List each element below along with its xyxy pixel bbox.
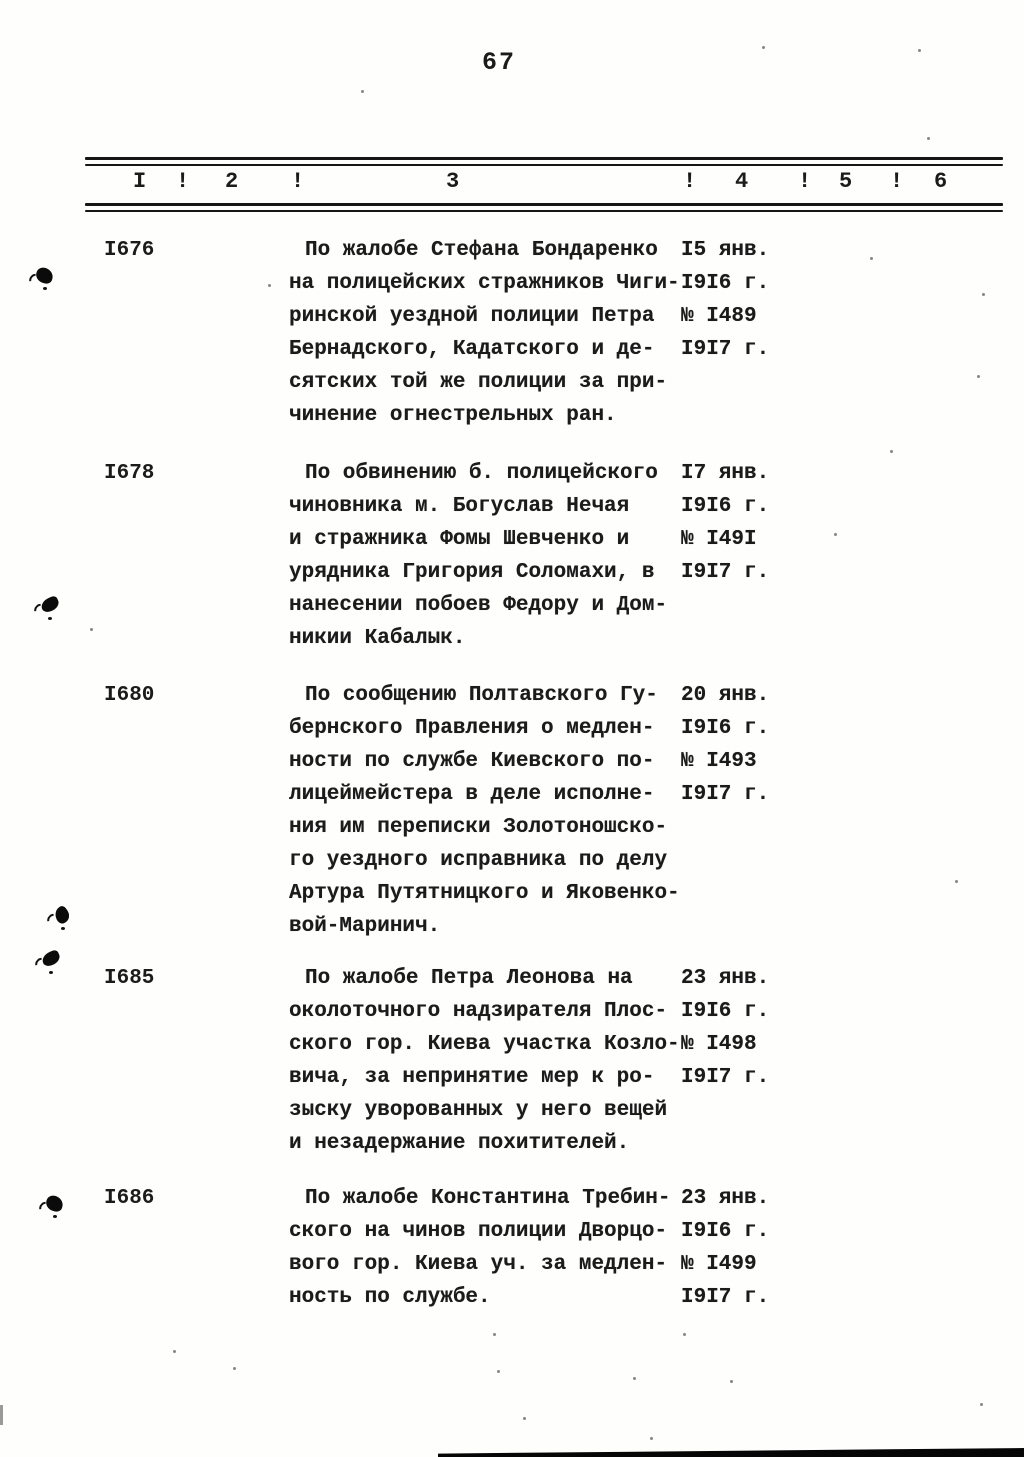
- scan-speck: [890, 450, 893, 453]
- scan-speck: [361, 90, 364, 93]
- scan-speck: [650, 1437, 653, 1440]
- ink-blot: [38, 1190, 72, 1224]
- entry-dates: 23 янв. I9I6 г. № I498 I9I7 г.: [681, 967, 770, 1089]
- scan-speck: [982, 293, 985, 296]
- scan-edge-bar: [438, 1448, 1024, 1457]
- entry-dates: 23 янв. I9I6 г. № I499 I9I7 г.: [681, 1187, 770, 1309]
- entry-description: По жалобе Стефана Бондаренко на полицейских стражников Чиги- ринской уездной полиции Петра Бернадского, Кадатского и де- сятских той же полиции за при- чинение огнестрельных ран.: [289, 239, 680, 427]
- entry-number: I676: [104, 239, 155, 262]
- scan-speck: [268, 284, 271, 287]
- entry-dates: 20 янв. I9I6 г. № I493 I9I7 г.: [681, 684, 770, 806]
- column-separator: !: [798, 169, 812, 194]
- entry-dates: I5 янв. I9I6 г. № I489 I9I7 г.: [681, 239, 770, 361]
- column-label-4: 4: [735, 169, 749, 194]
- column-label-1: I: [133, 169, 147, 194]
- scan-speck: [233, 1367, 236, 1370]
- entry-dates: I7 янв. I9I6 г. № I49I I9I7 г.: [681, 462, 770, 584]
- header-rule-bottom-inner: [85, 210, 1003, 212]
- entry-description: По жалобе Константина Требин- ского на чинов полиции Дворцо- вого гор. Киева уч. за медлен- ность по службе.: [289, 1187, 671, 1309]
- scan-speck: [730, 1380, 733, 1383]
- scan-speck: [633, 1377, 636, 1380]
- ink-blot: [46, 902, 80, 936]
- column-label-5: 5: [839, 169, 853, 194]
- scan-speck: [927, 137, 930, 140]
- column-separator: !: [176, 169, 190, 194]
- entry-number: I685: [104, 967, 155, 990]
- ink-blot: [28, 262, 62, 296]
- scan-speck: [762, 46, 765, 49]
- entry-number: I680: [104, 684, 155, 707]
- column-label-2: 2: [225, 169, 239, 194]
- scan-speck: [918, 49, 921, 52]
- header-rule-top-outer: [85, 157, 1003, 160]
- scan-edge-mark: [0, 1405, 3, 1425]
- entry-description: По жалобе Петра Леонова на околоточного надзирателя Плос- ского гор. Киева участка Козло- вича, за непринятие мер к ро- зыску уворованных у него вещей и незадержание похитителей.: [289, 967, 680, 1155]
- column-label-6: 6: [934, 169, 948, 194]
- scan-speck: [90, 628, 93, 631]
- entry-number: I678: [104, 462, 155, 485]
- scan-speck: [977, 375, 980, 378]
- scan-speck: [955, 880, 958, 883]
- scan-speck: [870, 257, 873, 260]
- scan-speck: [173, 1350, 176, 1353]
- ink-blot: [33, 592, 67, 626]
- header-rule-top-inner: [85, 164, 1003, 166]
- column-label-3: 3: [446, 169, 460, 194]
- page-number: 67: [482, 48, 517, 77]
- scan-speck: [497, 1370, 500, 1373]
- ink-blot: [34, 946, 68, 980]
- entry-description: По сообщению Полтавского Гу- бернского Правления о медлен- ности по службе Киевского по- лицеймейстера в деле исполне- ния им переписки Золотоношско- го уездного исправника по делу Артура Путятницкого и Яковенко- вой-Маринич.: [289, 684, 680, 938]
- scan-speck: [683, 1333, 686, 1336]
- scan-speck: [834, 533, 837, 536]
- scan-speck: [980, 1403, 983, 1406]
- header-rule-bottom-outer: [85, 203, 1003, 206]
- column-separator: !: [683, 169, 697, 194]
- column-separator: !: [890, 169, 904, 194]
- scan-speck: [523, 1417, 526, 1420]
- entry-number: I686: [104, 1187, 155, 1210]
- scan-speck: [493, 1333, 496, 1336]
- entry-description: По обвинению б. полицейского чиновника м. Богуслав Нечая и стражника Фомы Шевченко и урядника Григория Соломахи, в нанесении побоев Федору и Дом- никии Кабалык.: [289, 462, 668, 650]
- column-separator: !: [291, 169, 305, 194]
